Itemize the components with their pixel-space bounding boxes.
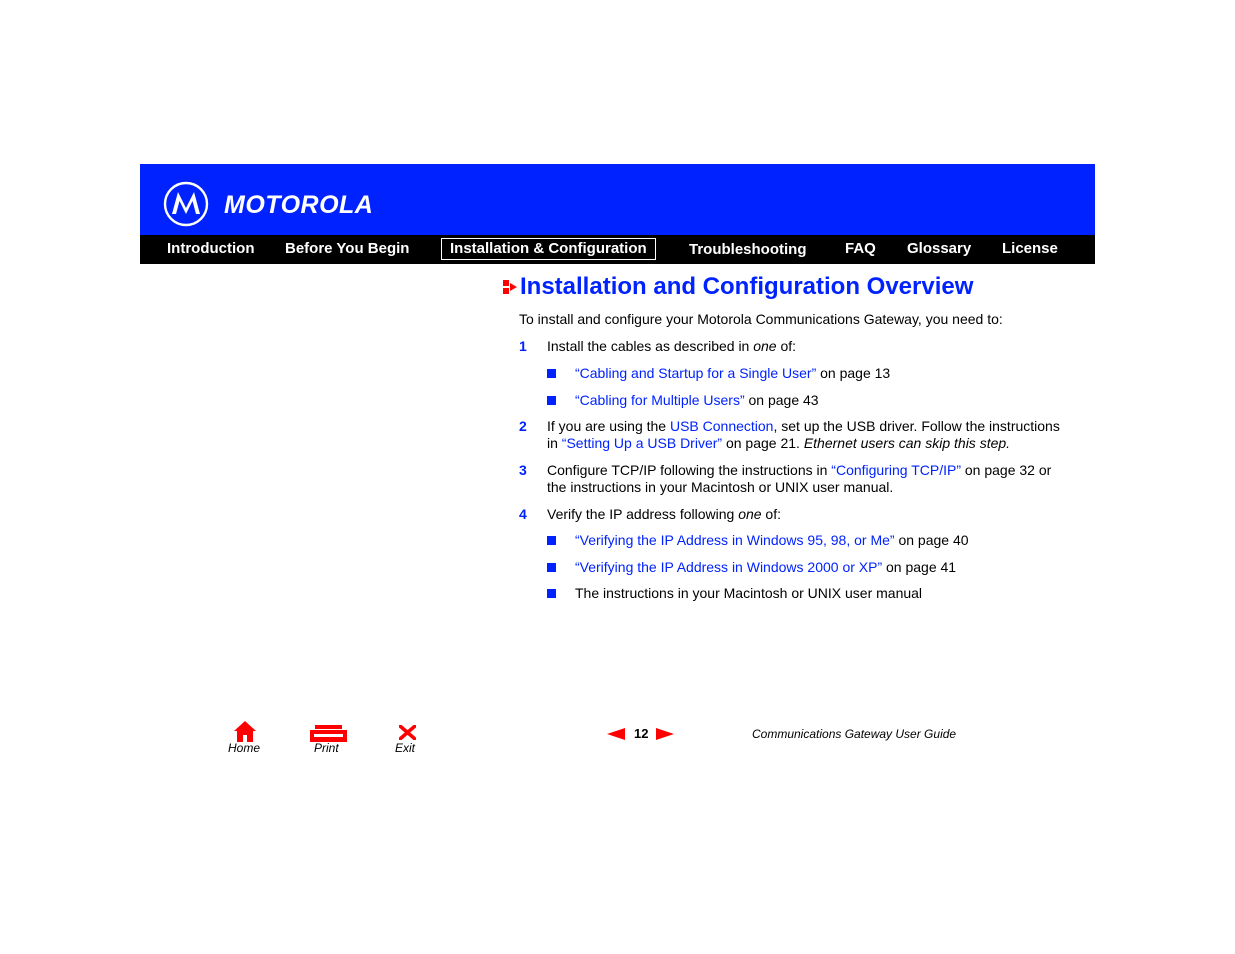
- nav-glossary[interactable]: Glossary: [907, 240, 972, 257]
- brand-wordmark: MOTOROLA: [224, 191, 374, 219]
- nav-installation-configuration[interactable]: Installation & Configuration: [441, 238, 656, 260]
- bullet-icon: [547, 589, 556, 598]
- nav-before-you-begin[interactable]: Before You Begin: [285, 240, 410, 257]
- print-label[interactable]: Print: [314, 741, 339, 755]
- section-marker-icon: [503, 280, 517, 294]
- step-1-text: Install the cables as described in one of:: [547, 338, 797, 354]
- intro-text: To install and configure your Motorola Communications Gateway, you need to:: [519, 311, 1003, 327]
- page-title-text: Installation and Configuration Overview: [520, 273, 974, 300]
- guide-title: Communications Gateway User Guide: [752, 727, 957, 741]
- home-icon[interactable]: [234, 721, 256, 742]
- link-configuring-tcpip[interactable]: “Configuring TCP/IP”: [831, 462, 961, 478]
- link-verify-ip-win2000-xp[interactable]: “Verifying the IP Address in Windows 2000 or XP”: [575, 559, 883, 575]
- bullet-icon: [547, 536, 556, 545]
- bullet-icon: [547, 396, 556, 405]
- step-3-line-1: Configure TCP/IP following the instructions in “Configuring TCP/IP” on page 32 or: [547, 462, 1052, 478]
- home-label[interactable]: Home: [228, 741, 261, 755]
- list-item: “Cabling for Multiple Users” on page 43: [575, 392, 819, 408]
- page-number: 12: [634, 726, 649, 741]
- printer-icon[interactable]: [310, 725, 347, 742]
- step-4-text: Verify the IP address following one of:: [547, 506, 782, 522]
- nav-faq[interactable]: FAQ: [845, 240, 876, 257]
- bullet-icon: [547, 369, 556, 378]
- motorola-batwing-icon: [163, 181, 209, 227]
- step-number: 4: [519, 506, 527, 522]
- top-nav: [140, 235, 1095, 264]
- list-item: “Verifying the IP Address in Windows 2000 or XP” on page 41: [575, 559, 957, 575]
- left-arrow-icon[interactable]: [607, 728, 625, 740]
- right-arrow-icon[interactable]: [656, 728, 674, 740]
- link-cabling-multiple-users[interactable]: “Cabling for Multiple Users”: [575, 392, 745, 408]
- step-3-line-2: the instructions in your Macintosh or UNIX user manual.: [547, 479, 894, 495]
- step-2-line-2: in “Setting Up a USB Driver” on page 21. Ethernet users can skip this step.: [547, 435, 1011, 451]
- list-item: “Verifying the IP Address in Windows 95, 98, or Me” on page 40: [575, 532, 969, 548]
- link-setting-up-usb-driver[interactable]: “Setting Up a USB Driver”: [561, 435, 723, 451]
- nav-troubleshooting[interactable]: Troubleshooting: [689, 241, 807, 258]
- step-number: 1: [519, 338, 527, 354]
- list-item: The instructions in your Macintosh or UNIX user manual: [575, 585, 923, 601]
- step-number: 2: [519, 418, 527, 434]
- list-item: “Cabling and Startup for a Single User” on page 13: [575, 365, 891, 381]
- exit-x-icon[interactable]: [399, 725, 416, 740]
- link-verify-ip-win9x[interactable]: “Verifying the IP Address in Windows 95, 98, or Me”: [575, 532, 895, 548]
- link-usb-connection[interactable]: USB Connection: [669, 418, 774, 434]
- exit-label[interactable]: Exit: [395, 741, 416, 755]
- header-banner: [140, 164, 1095, 235]
- nav-introduction[interactable]: Introduction: [167, 240, 255, 257]
- link-cabling-single-user[interactable]: “Cabling and Startup for a Single User”: [575, 365, 817, 381]
- step-number: 3: [519, 462, 527, 478]
- step-2-line-1: If you are using the USB Connection, set up the USB driver. Follow the instructions: [547, 418, 1060, 434]
- bullet-icon: [547, 563, 556, 572]
- nav-license[interactable]: License: [1002, 240, 1058, 257]
